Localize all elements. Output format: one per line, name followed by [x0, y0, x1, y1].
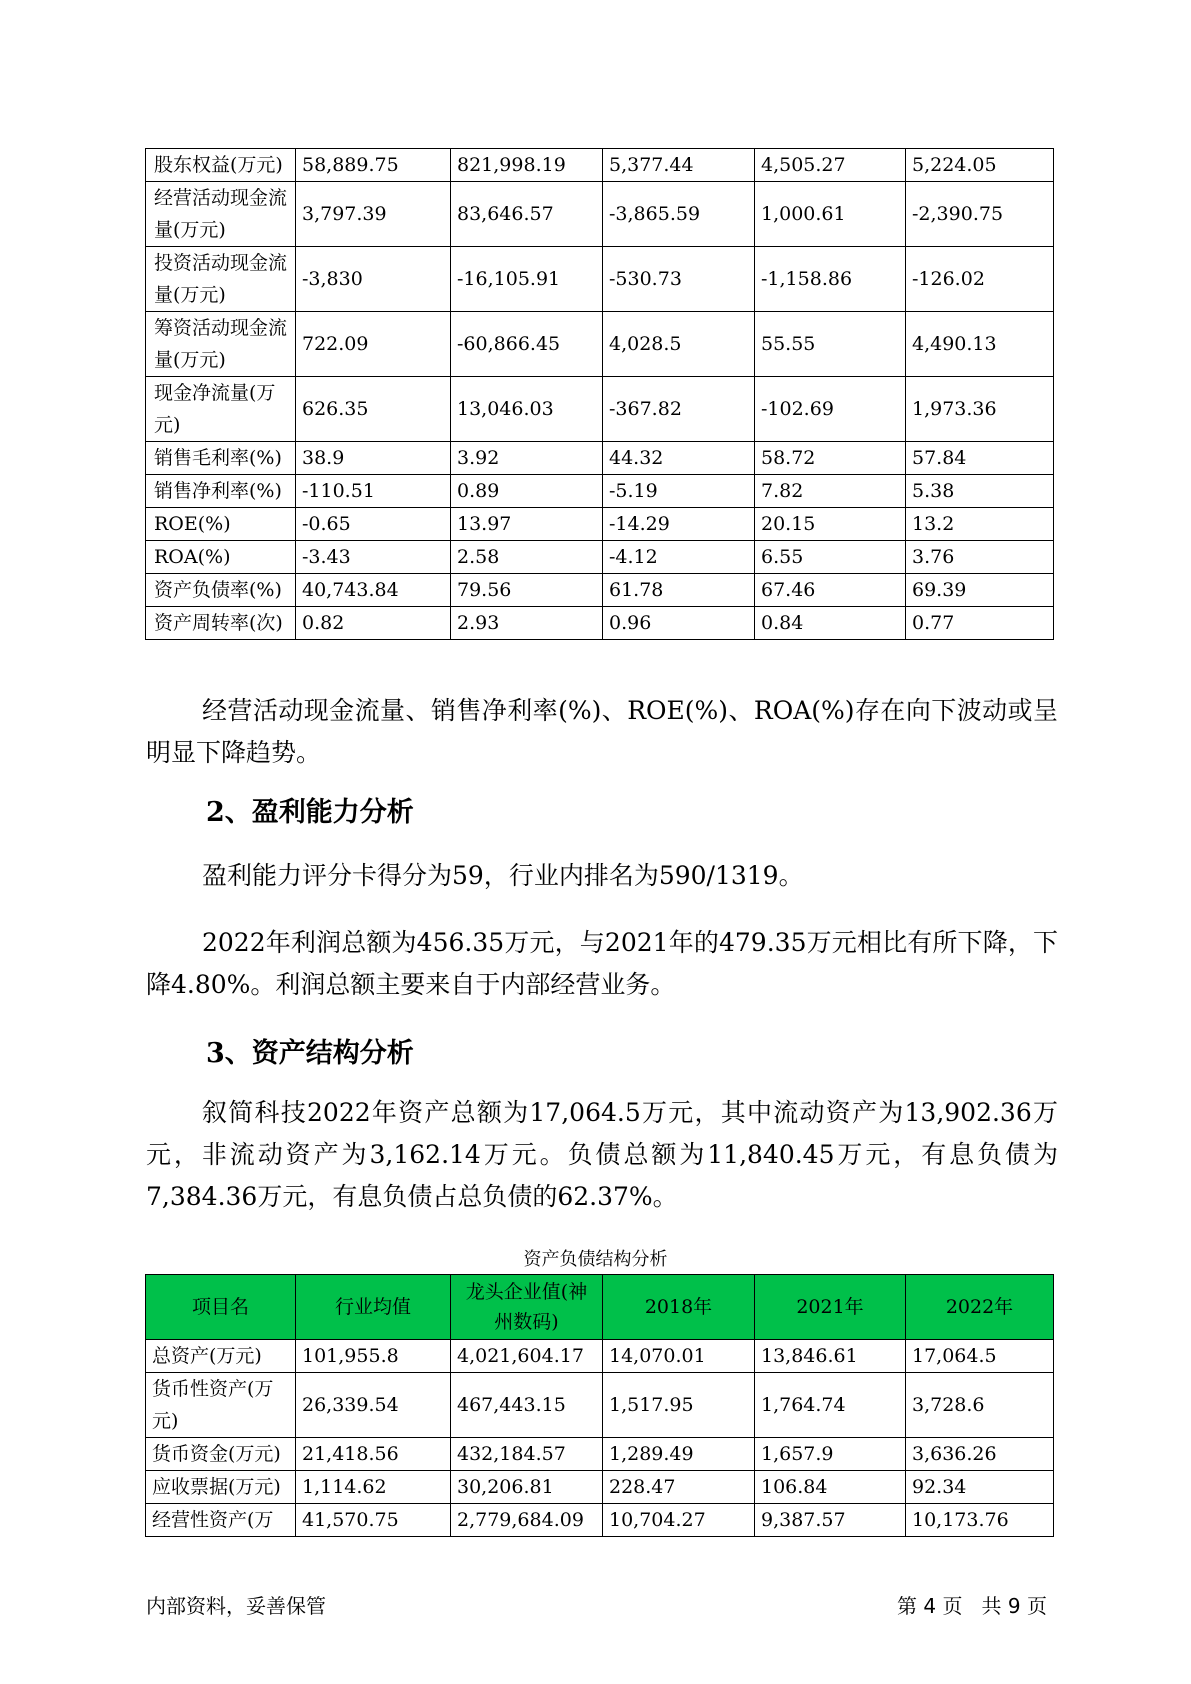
- value-cell: -3,865.59: [603, 182, 755, 247]
- value-cell: 38.9: [296, 442, 451, 475]
- value-cell: -5.19: [603, 475, 755, 508]
- value-cell: -367.82: [603, 377, 755, 442]
- table-row: [146, 1438, 1054, 1471]
- value-cell: -4.12: [603, 541, 755, 574]
- table-row: [146, 1340, 1054, 1373]
- value-cell: -0.65: [296, 508, 451, 541]
- value-cell: 55.55: [755, 312, 906, 377]
- value-cell: 41,570.75: [296, 1504, 451, 1537]
- table-row: [146, 607, 1054, 640]
- value-cell: -530.73: [603, 247, 755, 312]
- table-header-row: [146, 1275, 1054, 1340]
- value-cell: 0.96: [603, 607, 755, 640]
- value-cell: 58,889.75: [296, 149, 451, 182]
- value-cell: 0.89: [451, 475, 603, 508]
- value-cell: 61.78: [603, 574, 755, 607]
- value-cell: 1,289.49: [603, 1438, 755, 1471]
- value-cell: 92.34: [906, 1471, 1054, 1504]
- value-cell: 30,206.81: [451, 1471, 603, 1504]
- table-row: [146, 1504, 1054, 1537]
- value-cell: 13,846.61: [755, 1340, 906, 1373]
- profit-total-paragraph: 2022年利润总额为456.35万元，与2021年的479.35万元相比有所下降，下降4.80%。利润总额主要来自于内部经营业务。: [146, 928, 1058, 999]
- value-cell: 228.47: [603, 1471, 755, 1504]
- value-cell: -2,390.75: [906, 182, 1054, 247]
- row-label-cell: 投资活动现金流量(万元): [146, 247, 296, 312]
- row-label-cell: ROE(%): [146, 508, 296, 541]
- row-label-cell: ROA(%): [146, 541, 296, 574]
- section-heading-profitability: 2、盈利能力分析: [206, 797, 414, 828]
- value-cell: 2,779,684.09: [451, 1504, 603, 1537]
- value-cell: 5,224.05: [906, 149, 1054, 182]
- value-cell: 5.38: [906, 475, 1054, 508]
- asset-liability-structure-table: [145, 1274, 1054, 1537]
- value-cell: 1,000.61: [755, 182, 906, 247]
- column-header: 2021年: [755, 1275, 906, 1340]
- table-row: [146, 508, 1054, 541]
- row-label-cell: 总资产(万元): [146, 1340, 296, 1373]
- value-cell: 58.72: [755, 442, 906, 475]
- value-cell: 821,998.19: [451, 149, 603, 182]
- value-cell: -1,158.86: [755, 247, 906, 312]
- value-cell: 1,657.9: [755, 1438, 906, 1471]
- value-cell: -3,830: [296, 247, 451, 312]
- row-label-cell: 资产负债率(%): [146, 574, 296, 607]
- row-label-cell: 销售净利率(%): [146, 475, 296, 508]
- value-cell: 432,184.57: [451, 1438, 603, 1471]
- column-header: 项目名: [146, 1275, 296, 1340]
- value-cell: -60,866.45: [451, 312, 603, 377]
- value-cell: -16,105.91: [451, 247, 603, 312]
- value-cell: 106.84: [755, 1471, 906, 1504]
- value-cell: 7.82: [755, 475, 906, 508]
- trend-summary-paragraph: 经营活动现金流量、销售净利率(%)、ROE(%)、ROA(%)存在向下波动或呈明显下降趋势。: [146, 696, 1058, 767]
- value-cell: 20.15: [755, 508, 906, 541]
- value-cell: -3.43: [296, 541, 451, 574]
- value-cell: 44.32: [603, 442, 755, 475]
- value-cell: 13.2: [906, 508, 1054, 541]
- value-cell: 3,636.26: [906, 1438, 1054, 1471]
- row-label-cell: 货币资金(万元): [146, 1438, 296, 1471]
- row-label-cell: 货币性资产(万元): [146, 1373, 296, 1438]
- table-row: [146, 1373, 1054, 1438]
- section-heading-asset-structure: 3、资产结构分析: [206, 1038, 414, 1069]
- value-cell: 626.35: [296, 377, 451, 442]
- value-cell: 17,064.5: [906, 1340, 1054, 1373]
- value-cell: 0.82: [296, 607, 451, 640]
- value-cell: 3,728.6: [906, 1373, 1054, 1438]
- column-header: 2018年: [603, 1275, 755, 1340]
- value-cell: 0.84: [755, 607, 906, 640]
- value-cell: 1,114.62: [296, 1471, 451, 1504]
- value-cell: 6.55: [755, 541, 906, 574]
- financial-indicators-table: [145, 148, 1054, 640]
- row-label-cell: 筹资活动现金流量(万元): [146, 312, 296, 377]
- value-cell: 0.77: [906, 607, 1054, 640]
- value-cell: 10,173.76: [906, 1504, 1054, 1537]
- value-cell: 3.76: [906, 541, 1054, 574]
- value-cell: -126.02: [906, 247, 1054, 312]
- value-cell: 57.84: [906, 442, 1054, 475]
- value-cell: 14,070.01: [603, 1340, 755, 1373]
- value-cell: 467,443.15: [451, 1373, 603, 1438]
- table-row: [146, 377, 1054, 442]
- row-label-cell: 股东权益(万元): [146, 149, 296, 182]
- profitability-score-paragraph: 盈利能力评分卡得分为59，行业内排名为590/1319。: [202, 861, 804, 890]
- value-cell: 5,377.44: [603, 149, 755, 182]
- value-cell: 4,028.5: [603, 312, 755, 377]
- table-row: [146, 442, 1054, 475]
- value-cell: 3,797.39: [296, 182, 451, 247]
- value-cell: 722.09: [296, 312, 451, 377]
- value-cell: 40,743.84: [296, 574, 451, 607]
- value-cell: 4,505.27: [755, 149, 906, 182]
- value-cell: 26,339.54: [296, 1373, 451, 1438]
- value-cell: 69.39: [906, 574, 1054, 607]
- value-cell: 21,418.56: [296, 1438, 451, 1471]
- value-cell: 79.56: [451, 574, 603, 607]
- value-cell: 3.92: [451, 442, 603, 475]
- value-cell: -14.29: [603, 508, 755, 541]
- value-cell: 67.46: [755, 574, 906, 607]
- column-header: 行业均值: [296, 1275, 451, 1340]
- table-row: [146, 1471, 1054, 1504]
- row-label-cell: 现金净流量(万元): [146, 377, 296, 442]
- value-cell: 83,646.57: [451, 182, 603, 247]
- value-cell: 9,387.57: [755, 1504, 906, 1537]
- row-label-cell: 经营性资产(万: [146, 1504, 296, 1537]
- table-row: [146, 182, 1054, 247]
- value-cell: 1,764.74: [755, 1373, 906, 1438]
- table-caption: 资产负债结构分析: [523, 1249, 668, 1270]
- column-header: 2022年: [906, 1275, 1054, 1340]
- value-cell: 101,955.8: [296, 1340, 451, 1373]
- row-label-cell: 销售毛利率(%): [146, 442, 296, 475]
- value-cell: 10,704.27: [603, 1504, 755, 1537]
- table-row: [146, 312, 1054, 377]
- value-cell: 4,021,604.17: [451, 1340, 603, 1373]
- value-cell: 2.58: [451, 541, 603, 574]
- value-cell: -110.51: [296, 475, 451, 508]
- row-label-cell: 应收票据(万元): [146, 1471, 296, 1504]
- table-row: [146, 475, 1054, 508]
- table-row: [146, 149, 1054, 182]
- table-row: [146, 247, 1054, 312]
- footer-confidential-note: 内部资料，妥善保管: [146, 1594, 326, 1618]
- table-row: [146, 541, 1054, 574]
- footer-page-number: 第 4 页 共 9 页: [897, 1594, 1047, 1618]
- value-cell: 1,517.95: [603, 1373, 755, 1438]
- row-label-cell: 资产周转率(次): [146, 607, 296, 640]
- asset-structure-paragraph: 叙简科技2022年资产总额为17,064.5万元，其中流动资产为13,902.36万元，非流动资产为3,162.14万元。负债总额为11,840.45万元，有息负债为7,384.36万元，有息负债占总负债的62.37%。: [146, 1098, 1058, 1211]
- row-label-cell: 经营活动现金流量(万元): [146, 182, 296, 247]
- value-cell: 1,973.36: [906, 377, 1054, 442]
- column-header: 龙头企业值(神州数码): [451, 1275, 603, 1340]
- value-cell: 2.93: [451, 607, 603, 640]
- value-cell: 4,490.13: [906, 312, 1054, 377]
- table-row: [146, 574, 1054, 607]
- value-cell: -102.69: [755, 377, 906, 442]
- value-cell: 13.97: [451, 508, 603, 541]
- value-cell: 13,046.03: [451, 377, 603, 442]
